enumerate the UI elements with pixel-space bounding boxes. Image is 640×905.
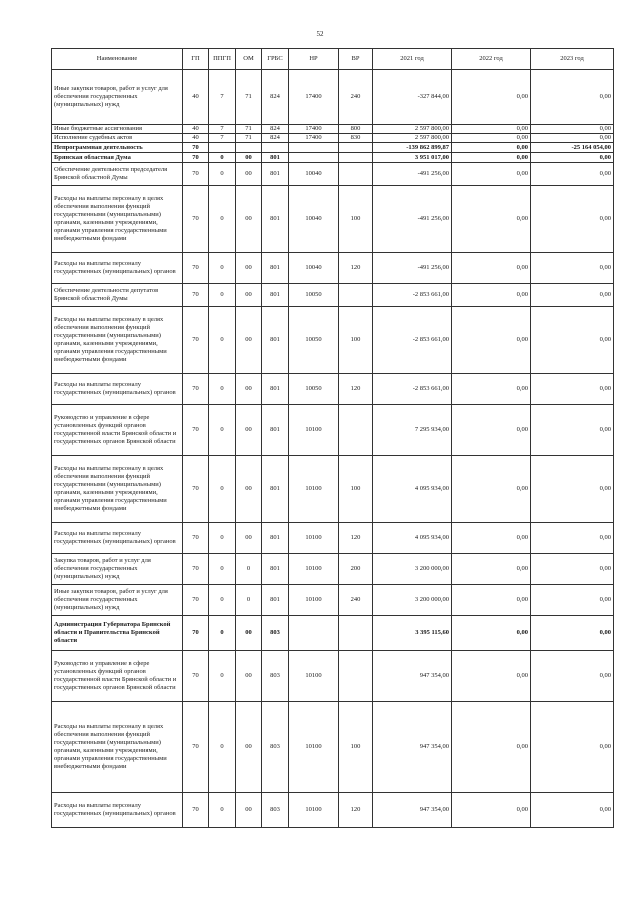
cell-nr: 10100 (289, 554, 339, 585)
cell-ppgp: 0 (209, 616, 236, 651)
cell-om: 71 (236, 125, 262, 134)
header-gp: ГП (183, 49, 209, 70)
cell-nr: 10100 (289, 651, 339, 702)
cell-ppgp: 0 (209, 405, 236, 456)
cell-gp: 70 (183, 153, 209, 163)
cell-vr: 240 (339, 585, 373, 616)
cell-gp: 70 (183, 616, 209, 651)
cell-ppgp: 0 (209, 374, 236, 405)
cell-grbs: 803 (262, 702, 289, 793)
cell-name: Иные закупки товаров, работ и услуг для обеспечения государственных (муниципальных) нужд (52, 585, 183, 616)
cell-grbs: 801 (262, 374, 289, 405)
cell-grbs: 801 (262, 153, 289, 163)
cell-name: Расходы на выплаты персоналу в целях обеспечения выполнения функций государственными (муниципальными) органами, казенными учреждениями, органами управления государственными внебюджетными фондами (52, 456, 183, 523)
cell-nr: 10050 (289, 307, 339, 374)
cell-y2022: 0,00 (452, 616, 531, 651)
cell-name: Расходы на выплаты персоналу в целях обеспечения выполнения функций государственными (муниципальными) органами, казенными учреждениями, органами управления государственными внебюджетными фондами (52, 307, 183, 374)
cell-name: Расходы на выплаты персоналу в целях обеспечения выполнения функций государственными (муниципальными) органами, казенными учреждениями, органами управления государственными внебюджетными фондами (52, 702, 183, 793)
cell-nr: 10100 (289, 456, 339, 523)
cell-ppgp: 0 (209, 793, 236, 828)
cell-y2021: 947 354,00 (373, 702, 452, 793)
cell-y2023: 0,00 (531, 307, 614, 374)
cell-vr: 120 (339, 523, 373, 554)
cell-gp: 70 (183, 186, 209, 253)
cell-y2021: 7 295 934,00 (373, 405, 452, 456)
cell-y2023: 0,00 (531, 405, 614, 456)
cell-vr: 120 (339, 793, 373, 828)
cell-om: 00 (236, 523, 262, 554)
cell-name: Руководство и управление в сфере установленных функций органов государственной власти Брянской области и государственных органов Брянской области (52, 651, 183, 702)
cell-y2021: -2 853 661,00 (373, 307, 452, 374)
cell-y2023: -25 164 054,00 (531, 143, 614, 153)
cell-y2022: 0,00 (452, 143, 531, 153)
cell-gp: 40 (183, 125, 209, 134)
header-grbs: ГРБС (262, 49, 289, 70)
cell-y2022: 0,00 (452, 651, 531, 702)
cell-y2021: -327 844,00 (373, 70, 452, 125)
cell-ppgp: 0 (209, 585, 236, 616)
cell-gp: 70 (183, 702, 209, 793)
table-row (52, 70, 614, 125)
cell-grbs: 801 (262, 307, 289, 374)
table-row (52, 153, 614, 163)
cell-y2022: 0,00 (452, 153, 531, 163)
cell-om: 00 (236, 186, 262, 253)
cell-vr: 100 (339, 307, 373, 374)
cell-vr (339, 143, 373, 153)
cell-om: 00 (236, 153, 262, 163)
cell-y2021: 2 597 800,00 (373, 125, 452, 134)
cell-ppgp: 7 (209, 134, 236, 143)
cell-vr: 100 (339, 702, 373, 793)
cell-y2021: 3 395 115,60 (373, 616, 452, 651)
cell-nr: 10040 (289, 186, 339, 253)
cell-y2023: 0,00 (531, 702, 614, 793)
cell-nr: 17400 (289, 134, 339, 143)
cell-om: 00 (236, 307, 262, 374)
cell-grbs: 801 (262, 554, 289, 585)
cell-y2023: 0,00 (531, 153, 614, 163)
table-row (52, 374, 614, 405)
cell-vr: 120 (339, 253, 373, 284)
table-row (52, 307, 614, 374)
cell-om: 00 (236, 405, 262, 456)
cell-y2021: -139 862 899,87 (373, 143, 452, 153)
cell-y2023: 0,00 (531, 793, 614, 828)
cell-om: 00 (236, 702, 262, 793)
cell-ppgp: 7 (209, 125, 236, 134)
table-row (52, 702, 614, 793)
table-row (52, 134, 614, 143)
cell-ppgp: 0 (209, 651, 236, 702)
header-vr: ВР (339, 49, 373, 70)
cell-vr: 100 (339, 186, 373, 253)
table-row (52, 456, 614, 523)
cell-grbs: 801 (262, 456, 289, 523)
cell-y2021: 947 354,00 (373, 651, 452, 702)
cell-ppgp: 0 (209, 307, 236, 374)
cell-y2023: 0,00 (531, 284, 614, 307)
cell-nr (289, 143, 339, 153)
cell-y2021: 3 200 000,00 (373, 585, 452, 616)
cell-om: 00 (236, 651, 262, 702)
cell-y2022: 0,00 (452, 456, 531, 523)
cell-gp: 70 (183, 307, 209, 374)
cell-y2023: 0,00 (531, 134, 614, 143)
cell-gp: 70 (183, 405, 209, 456)
cell-om: 0 (236, 554, 262, 585)
cell-vr: 200 (339, 554, 373, 585)
cell-grbs: 801 (262, 523, 289, 554)
cell-y2021: 3 951 017,00 (373, 153, 452, 163)
cell-vr (339, 163, 373, 186)
header-name: Наименование (52, 49, 183, 70)
cell-y2022: 0,00 (452, 554, 531, 585)
cell-om: 00 (236, 456, 262, 523)
cell-nr: 10100 (289, 585, 339, 616)
cell-ppgp (209, 143, 236, 153)
cell-name: Расходы на выплаты персоналу государственных (муниципальных) органов (52, 793, 183, 828)
header-row (52, 49, 614, 70)
budget-table (51, 48, 614, 828)
cell-ppgp: 0 (209, 284, 236, 307)
cell-gp: 70 (183, 143, 209, 153)
header-2022: 2022 год (452, 49, 531, 70)
cell-om: 00 (236, 616, 262, 651)
cell-grbs: 803 (262, 616, 289, 651)
cell-gp: 40 (183, 134, 209, 143)
cell-nr: 10040 (289, 253, 339, 284)
cell-y2022: 0,00 (452, 374, 531, 405)
cell-grbs: 824 (262, 134, 289, 143)
cell-nr: 10050 (289, 374, 339, 405)
cell-name: Непрограммная деятельность (52, 143, 183, 153)
cell-vr: 100 (339, 456, 373, 523)
cell-gp: 70 (183, 284, 209, 307)
cell-y2022: 0,00 (452, 163, 531, 186)
cell-y2021: -491 256,00 (373, 253, 452, 284)
cell-gp: 70 (183, 374, 209, 405)
cell-ppgp: 0 (209, 163, 236, 186)
cell-name: Расходы на выплаты персоналу в целях обеспечения выполнения функций государственными (муниципальными) органами, казенными учреждениями, органами управления государственными внебюджетными фондами (52, 186, 183, 253)
cell-vr (339, 616, 373, 651)
cell-nr: 10040 (289, 163, 339, 186)
cell-y2022: 0,00 (452, 134, 531, 143)
header-ppgp: ППГП (209, 49, 236, 70)
cell-grbs: 824 (262, 125, 289, 134)
table-row (52, 554, 614, 585)
cell-name: Обеспечение деятельности председателя Брянской областной Думы (52, 163, 183, 186)
table-row (52, 405, 614, 456)
cell-ppgp: 0 (209, 523, 236, 554)
cell-y2023: 0,00 (531, 616, 614, 651)
cell-y2021: 2 597 800,00 (373, 134, 452, 143)
table-row (52, 253, 614, 284)
cell-nr: 10100 (289, 405, 339, 456)
cell-y2023: 0,00 (531, 554, 614, 585)
cell-y2022: 0,00 (452, 405, 531, 456)
cell-ppgp: 0 (209, 702, 236, 793)
table-row (52, 585, 614, 616)
cell-vr: 830 (339, 134, 373, 143)
table-row (52, 616, 614, 651)
cell-y2022: 0,00 (452, 125, 531, 134)
cell-gp: 70 (183, 253, 209, 284)
cell-y2021: 3 200 000,00 (373, 554, 452, 585)
cell-y2022: 0,00 (452, 702, 531, 793)
cell-y2021: 4 095 934,00 (373, 456, 452, 523)
cell-y2021: -2 853 661,00 (373, 284, 452, 307)
cell-y2023: 0,00 (531, 374, 614, 405)
cell-grbs: 801 (262, 163, 289, 186)
table-row (52, 793, 614, 828)
cell-nr: 10100 (289, 523, 339, 554)
cell-y2021: -2 853 661,00 (373, 374, 452, 405)
header-2023: 2023 год (531, 49, 614, 70)
cell-om: 00 (236, 284, 262, 307)
cell-nr: 17400 (289, 125, 339, 134)
cell-vr (339, 153, 373, 163)
cell-om: 00 (236, 374, 262, 405)
cell-name: Администрация Губернатора Брянской области и Правительства Брянской области (52, 616, 183, 651)
cell-grbs (262, 143, 289, 153)
cell-om: 71 (236, 70, 262, 125)
cell-name: Расходы на выплаты персоналу государственных (муниципальных) органов (52, 253, 183, 284)
cell-y2023: 0,00 (531, 70, 614, 125)
cell-gp: 70 (183, 163, 209, 186)
table-row (52, 651, 614, 702)
cell-grbs: 801 (262, 405, 289, 456)
cell-om: 00 (236, 793, 262, 828)
cell-y2023: 0,00 (531, 186, 614, 253)
cell-nr: 10100 (289, 702, 339, 793)
cell-name: Расходы на выплаты персоналу государственных (муниципальных) органов (52, 374, 183, 405)
cell-y2021: -491 256,00 (373, 163, 452, 186)
cell-gp: 70 (183, 585, 209, 616)
cell-grbs: 801 (262, 585, 289, 616)
cell-om: 71 (236, 134, 262, 143)
header-om: ОМ (236, 49, 262, 70)
cell-nr: 10050 (289, 284, 339, 307)
cell-y2021: 4 095 934,00 (373, 523, 452, 554)
cell-y2022: 0,00 (452, 70, 531, 125)
cell-om: 00 (236, 163, 262, 186)
cell-om (236, 143, 262, 153)
cell-grbs: 801 (262, 253, 289, 284)
cell-gp: 70 (183, 651, 209, 702)
cell-nr (289, 153, 339, 163)
cell-y2022: 0,00 (452, 186, 531, 253)
cell-name: Иные бюджетные ассигнования (52, 125, 183, 134)
cell-y2021: -491 256,00 (373, 186, 452, 253)
table-row (52, 523, 614, 554)
cell-vr: 120 (339, 374, 373, 405)
cell-name: Брянская областная Дума (52, 153, 183, 163)
cell-y2023: 0,00 (531, 125, 614, 134)
table-row (52, 186, 614, 253)
cell-y2023: 0,00 (531, 585, 614, 616)
cell-vr: 800 (339, 125, 373, 134)
cell-om: 00 (236, 253, 262, 284)
cell-grbs: 803 (262, 793, 289, 828)
cell-y2023: 0,00 (531, 253, 614, 284)
cell-gp: 70 (183, 456, 209, 523)
table-row (52, 163, 614, 186)
cell-ppgp: 0 (209, 554, 236, 585)
table-row (52, 143, 614, 153)
cell-y2022: 0,00 (452, 307, 531, 374)
cell-name: Закупка товаров, работ и услуг для обеспечения государственных (муниципальных) нужд (52, 554, 183, 585)
table-row (52, 284, 614, 307)
cell-y2022: 0,00 (452, 253, 531, 284)
cell-nr: 10100 (289, 793, 339, 828)
cell-y2023: 0,00 (531, 651, 614, 702)
header-nr: НР (289, 49, 339, 70)
cell-y2023: 0,00 (531, 456, 614, 523)
cell-y2022: 0,00 (452, 284, 531, 307)
cell-ppgp: 0 (209, 456, 236, 523)
cell-name: Обеспечение деятельности депутатов Брянской областной Думы (52, 284, 183, 307)
cell-y2023: 0,00 (531, 163, 614, 186)
cell-y2021: 947 354,00 (373, 793, 452, 828)
cell-name: Расходы на выплаты персоналу государственных (муниципальных) органов (52, 523, 183, 554)
cell-y2022: 0,00 (452, 523, 531, 554)
cell-ppgp: 0 (209, 153, 236, 163)
cell-y2023: 0,00 (531, 523, 614, 554)
cell-name: Иные закупки товаров, работ и услуг для обеспечения государственных (муниципальных) нужд (52, 70, 183, 125)
cell-grbs: 824 (262, 70, 289, 125)
header-2021: 2021 год (373, 49, 452, 70)
cell-ppgp: 7 (209, 70, 236, 125)
cell-name: Исполнение судебных актов (52, 134, 183, 143)
cell-y2022: 0,00 (452, 585, 531, 616)
cell-nr (289, 616, 339, 651)
cell-vr: 240 (339, 70, 373, 125)
page-number: 52 (316, 30, 324, 38)
cell-grbs: 803 (262, 651, 289, 702)
cell-gp: 70 (183, 523, 209, 554)
cell-y2022: 0,00 (452, 793, 531, 828)
cell-ppgp: 0 (209, 253, 236, 284)
cell-vr (339, 651, 373, 702)
cell-vr (339, 405, 373, 456)
cell-vr (339, 284, 373, 307)
cell-gp: 40 (183, 70, 209, 125)
cell-grbs: 801 (262, 186, 289, 253)
cell-om: 0 (236, 585, 262, 616)
table-row (52, 125, 614, 134)
cell-nr: 17400 (289, 70, 339, 125)
cell-ppgp: 0 (209, 186, 236, 253)
cell-gp: 70 (183, 793, 209, 828)
cell-name: Руководство и управление в сфере установленных функций органов государственной власти Брянской области и государственных органов Брянской области (52, 405, 183, 456)
cell-grbs: 801 (262, 284, 289, 307)
cell-gp: 70 (183, 554, 209, 585)
